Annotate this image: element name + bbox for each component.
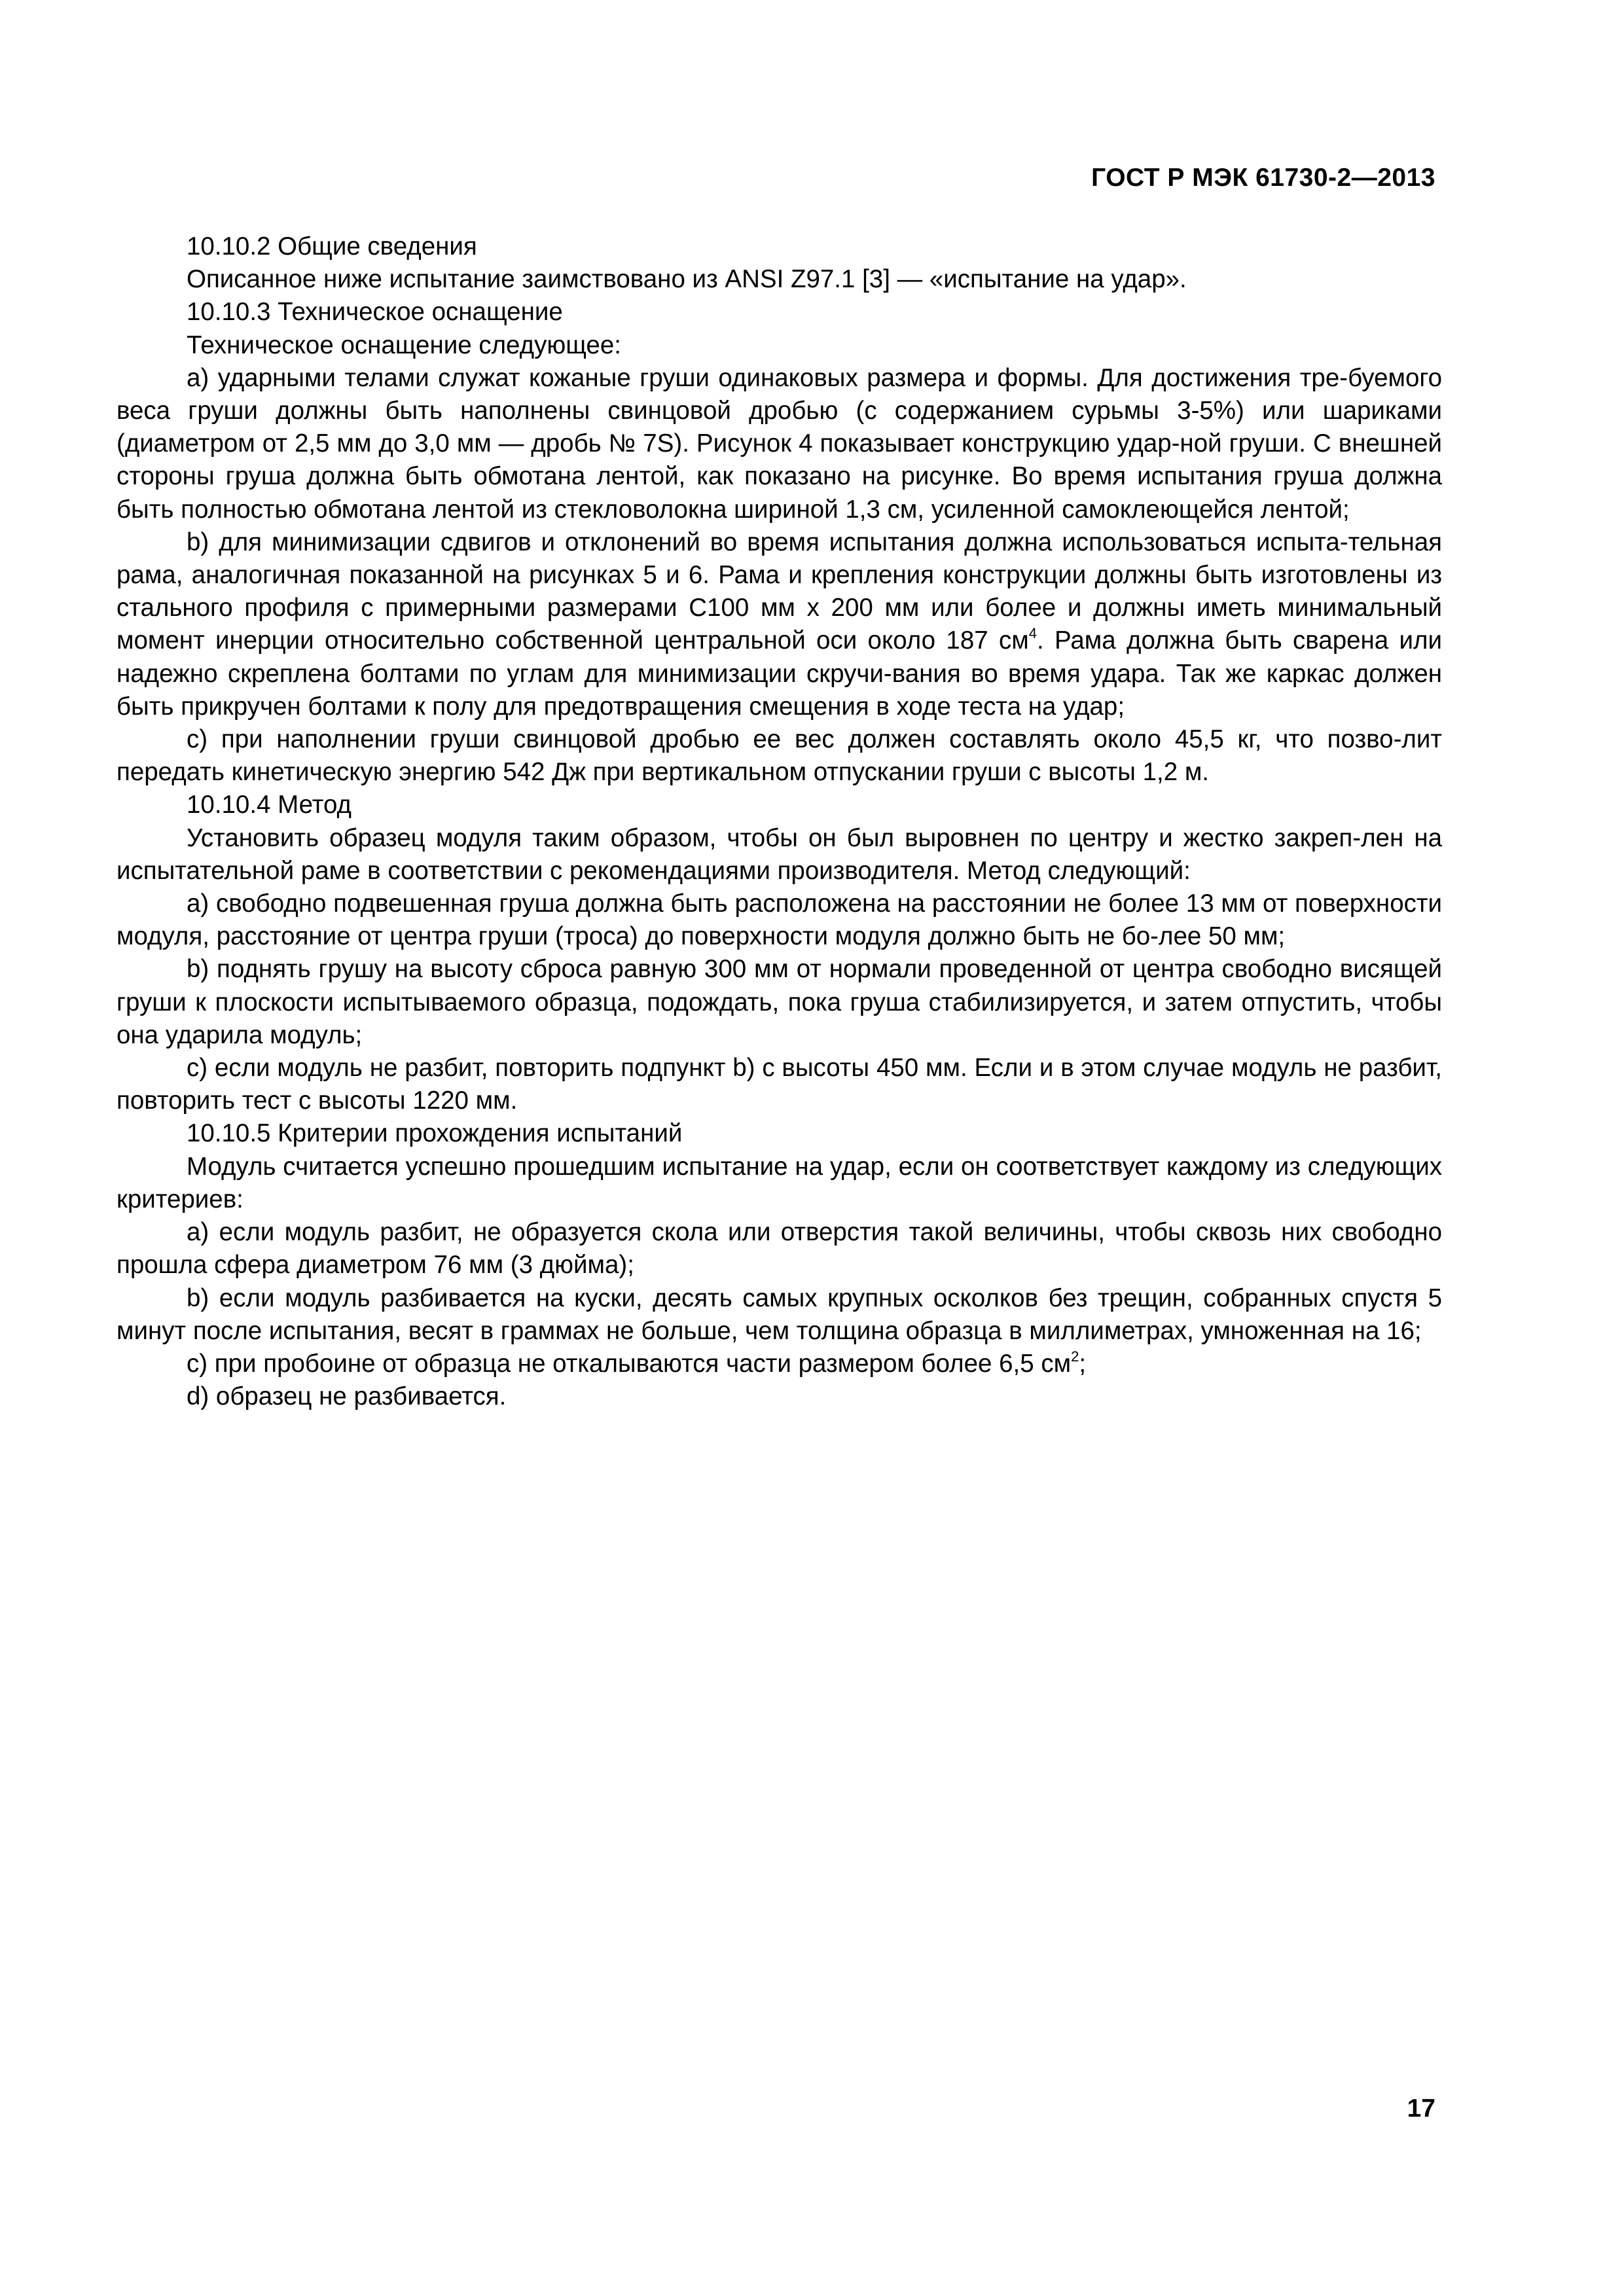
paragraph-equipment-b: b) для минимизации сдвигов и отклонений во время испытания должна использоваться испыта-тельная рама, аналогичная показанной на рисунках 5 и 6. Рама и крепления конструкции должны быть изготовлены из стального профиля с примерными размерами C100 мм x 200 мм или более и должны иметь минимальный момент инерции относительно собственной центральной оси около 187 $см^4$. Рама должна быть сварена или надежно скреплена болтами по углам для минимизации скручи-вания во время удара. Так же каркас должен быть прикручен болтами к полу для предотвращения смещения в ходе теста на удар; [117,528,1442,721]
paragraph-criteria-c: c) при пробоине от образца не откалываются части размером более 6,5 $см^2$; [187,1348,1087,1378]
paragraph-method-c: c) если модуль не разбит, повторить подпункт b) с высоты 450 мм. Если и в этом случае модуль не разбит, повторить тест с высоты 1220 мм. [117,1054,1442,1115]
superscript-2: 2 [1071,1348,1079,1365]
paragraph-10-10-3-title: 10.10.3 Техническое оснащение [187,298,563,327]
paragraph-equipment-c: c) при наполнении груши свинцовой дробью ее вес должен составлять около 45,5 кг, что позво-лит передать кинетическую энергию 542 Дж при вертикальном отпускании груши с высоты 1,2 м. [117,725,1442,787]
superscript-4: 4 [1028,625,1037,642]
paragraph-general-info: Описанное ниже испытание заимствовано из ANSI Z97.1 [3] — «испытание на удар». [187,265,1187,294]
paragraph-criteria-a: a) если модуль разбит, не образуется скола или отверстия такой величины, чтобы сквозь них свободно прошла сфера диаметром 76 мм (3 дюйма); [117,1218,1442,1280]
paragraph-method-b: b) поднять грушу на высоту сброса равную 300 мм от нормали проведенной от центра свободно висящей груши к плоскости испытываемого образца, подождать, пока груша стабилизируется, и затем отпустить, чтобы она ударила модуль; [117,955,1442,1049]
paragraph-10-10-4-title: 10.10.4 Метод [187,791,352,819]
paragraph-equipment-a: a) ударными телами служат кожаные груши одинаковых размера и формы. Для достижения тре-буемого веса груши должны быть наполнены свинцовой дробью (с содержанием сурьмы 3-5%) или шариками (диаметром от 2,5 мм до 3,0 мм — дробь № 7S). Рисунок 4 показывает конструкцию удар-ной груши. С внешней стороны груша должна быть обмотана лентой, как показано на рисунке. Во время испытания груша должна быть полностью обмотана лентой из стекловолокна шириной 1,3 см, усиленной самоклеющейся лентой; [117,363,1442,524]
paragraph-method-a: a) свободно подвешенная груша должна быть расположена на расстоянии не более 13 мм от поверхности модуля, расстояние от центра груши (троса) до поверхности модуля должно быть не бо-лее 50 мм; [117,889,1442,951]
paragraph-criteria-b: b) если модуль разбивается на куски, десять самых крупных осколков без трещин, собранных спустя 5 минут после испытания, весят в граммах не больше, чем толщина образца в миллиметрах, умноженная на 16; [117,1283,1442,1345]
page-number: 17 [1407,2094,1435,2123]
paragraph-equipment-intro: Техническое оснащение следующее: [187,331,621,359]
document-header: ГОСТ Р МЭК 61730-2—2013 [1091,164,1435,192]
paragraph-10-10-2-title: 10.10.2 Общие сведения [187,232,477,260]
body-text [117,230,1442,1413]
paragraph-criteria-intro: Модуль считается успешно прошедшим испытание на удар, если он соответствует каждому из следующих критериев: [117,1152,1442,1213]
paragraph-criteria-d: d) образец не разбивается. [187,1382,507,1411]
paragraph-10-10-5-title: 10.10.5 Критерии прохождения испытаний [187,1119,683,1148]
paragraph-method-intro: Установить образец модуля таким образом, чтобы он был выровнен по центру и жестко закреп-лен на испытательной раме в соответствии с рекомендациями производителя. Метод следующий: [117,823,1442,885]
